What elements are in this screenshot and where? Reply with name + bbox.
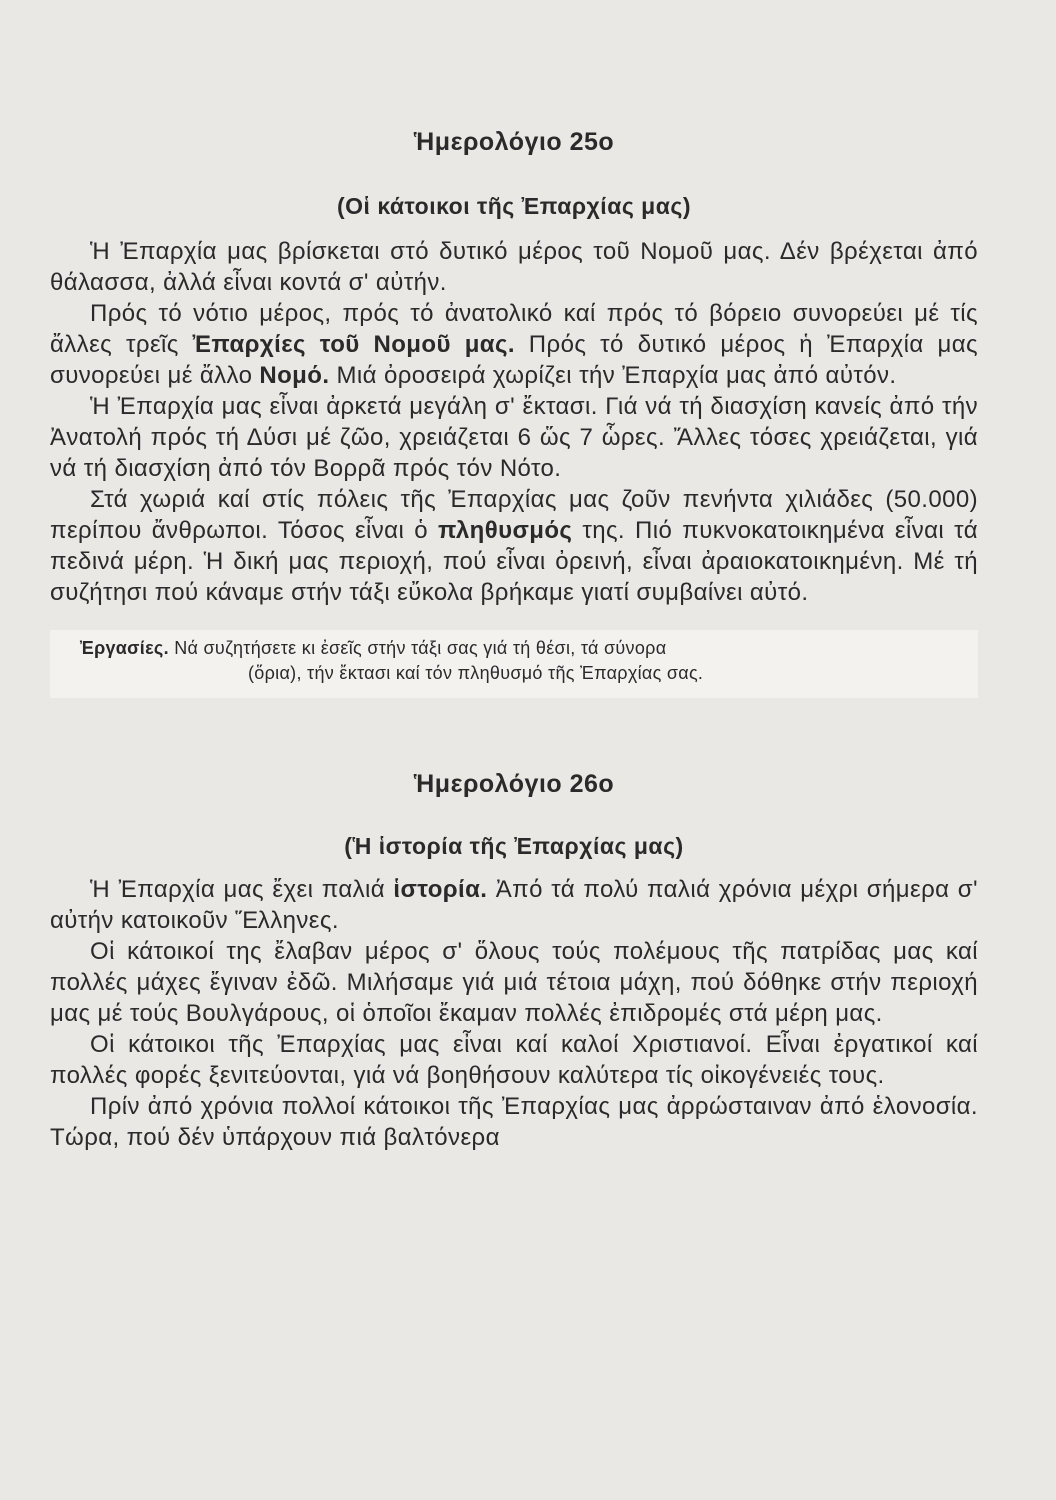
diary-26-subtitle: (Ἡ ἱστορία τῆς Ἐπαρχίας μας) [344,833,684,859]
paragraph: Οἱ κάτοικοι τῆς Ἐπαρχίας μας εἶναι καί καλοί Χριστιανοί. Εἶναι ἐργατικοί καί πολλές φορές ξενιτεύονται, γιά νά βοηθήσουν καλύτερα τίς οἰκογένειές τους. [50,1031,978,1089]
diary-26-title: Ἡμερολόγιο 26ο [413,770,615,798]
paragraph: Στά χωριά καί στίς πόλεις τῆς Ἐπαρχίας μας ζοῦν πενήντα χιλιάδες (50.000) περίπου ἄνθρωποι. Τόσος εἶναι ὁ πληθυσμός της. Πιό πυκνοκατοικημένα εἶναι τά πεδινά μέρη. Ἡ δική μας περιοχή, πού εἶναι ὀρεινή, εἶναι ἀραιοκατοικημένη. Μέ τή συζήτησι πού κάναμε στήν τάξι εὔκολα βρήκαμε γιατί συμβαίνει αὐτό. [50,486,978,606]
paragraph: Ἡ Ἐπαρχία μας εἶναι ἀρκετά μεγάλη σ' ἔκτασι. Γιά νά τή διασχίση κανείς ἀπό τήν Ἀνατολή πρός τή Δύσι μέ ζῶο, χρειάζεται 6 ὥς 7 ὧρες. Ἄλλες τόσες χρειάζεται, γιά νά τή διασχίση ἀπό τόν Βορρᾶ πρός τόν Νότο. [50,393,978,482]
bold-term: πληθυσμός [438,517,573,544]
diary-25-title: Ἡμερολόγιο 25ο [413,128,615,156]
paragraph: Ἡ Ἐπαρχία μας βρίσκεται στό δυτικό μέρος τοῦ Νομοῦ μας. Δέν βρέχεται ἀπό θάλασσα, ἀλλά εἶναι κοντά σ' αὐτήν. [50,238,978,296]
diary-25-subtitle: (Οἱ κάτοικοι τῆς Ἐπαρχίας μας) [336,193,692,219]
paragraph: Ἡ Ἐπαρχία μας ἔχει παλιά ἱστορία. Ἀπό τά πολύ παλιά χρόνια μέχρι σήμερα σ' αὐτήν κατοικοῦν Ἕλληνες. [50,876,978,934]
paragraph: Πρός τό νότιο μέρος, πρός τό ἀνατολικό καί πρός τό βόρειο συνορεύει μέ τίς ἄλλες τρεῖς Ἐπαρχίες τοῦ Νομοῦ μας. Πρός τό δυτικό μέρος ἡ Ἐπαρχία μας συνορεύει μέ ἄλλο Νομό. Μιά ὀροσειρά χωρίζει τήν Ἐπαρχία μας ἀπό αὐτόν. [50,300,978,389]
tasks-label: Ἐργασίες. [80,638,169,658]
bold-term: ἱστορία. [393,876,488,903]
paragraph: Πρίν ἀπό χρόνια πολλοί κάτοικοι τῆς Ἐπαρχίας μας ἀρρώσταιναν ἀπό ἑλονοσία. Τώρα, πού δέν ὑπάρχουν πιά βαλτόνερα [50,1093,978,1151]
tasks-text: Νά συζητήσετε κι ἐσεῖς στήν τάξι σας γιά τή θέσι, τά σύνορα [174,638,667,658]
bold-term: Ἐπαρχίες τοῦ Νομοῦ μας. [192,331,515,358]
diary-25-body [50,236,978,608]
paragraph: Οἱ κάτοικοί της ἔλαβαν μέρος σ' ὅλους τούς πολέμους τῆς πατρίδας μας καί πολλές μάχες ἔγιναν ἐδῶ. Μιλήσαμε γιά μιά τέτοια μάχη, πού δόθηκε στήν περιοχή μας μέ τούς Βουλγάρους, οἱ ὁποῖοι ἔκαμαν πολλές ἐπιδρομές στά μέρη μας. [50,938,978,1027]
bold-term: Νομό. [259,362,330,389]
tasks-text: (ὅρια), τήν ἔκτασι καί τόν πληθυσμό τῆς Ἐπαρχίας σας. [248,663,704,683]
tasks-box [50,630,978,698]
diary-26-body [50,874,978,1153]
